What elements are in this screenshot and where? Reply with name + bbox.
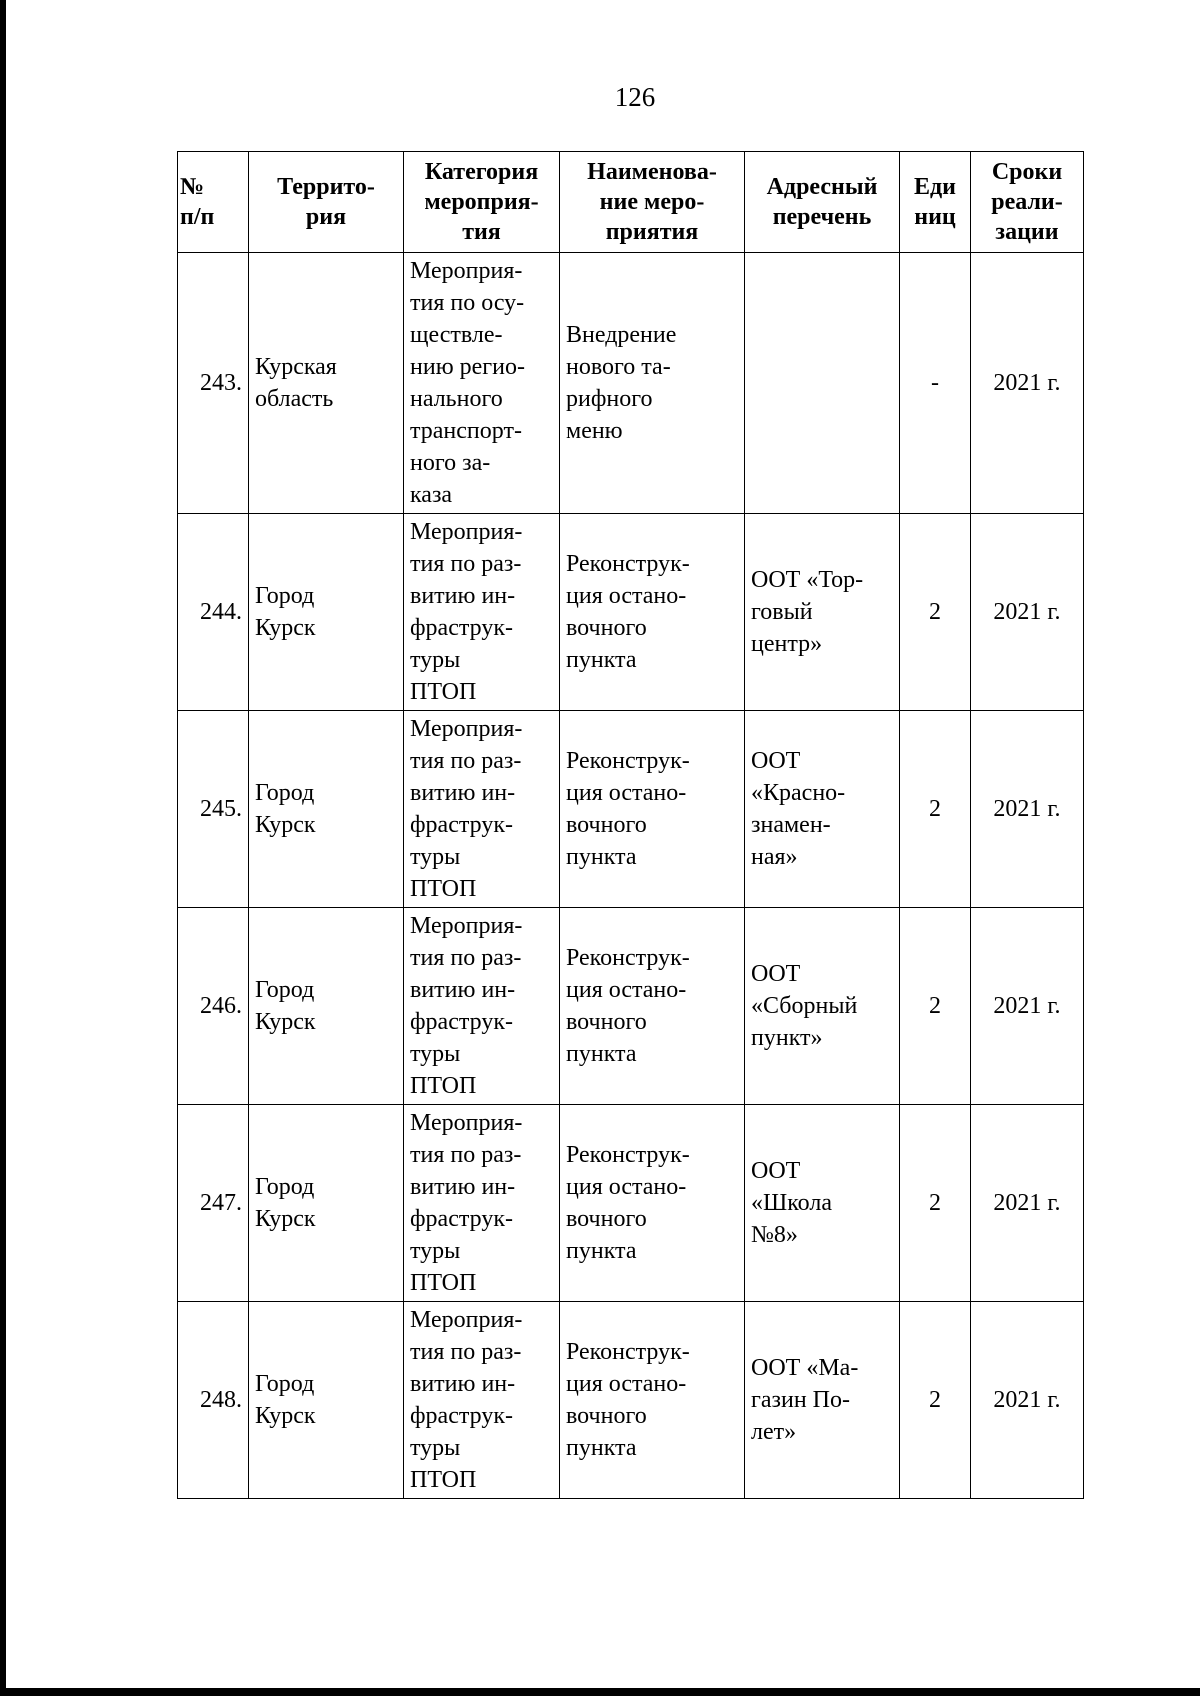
cell-territory: Город Курск: [249, 1105, 404, 1302]
cell-territory: Город Курск: [249, 711, 404, 908]
header-terms: Сроки реали- зации: [971, 152, 1084, 253]
cell-units: 2: [900, 1105, 971, 1302]
header-units: Еди ниц: [900, 152, 971, 253]
header-address: Адресный перечень: [745, 152, 900, 253]
cell-terms: 2021 г.: [971, 908, 1084, 1105]
events-table: [177, 151, 1084, 1499]
cell-category: Мероприя- тия по раз- витию ин- фраструк- туры ПТОП: [404, 514, 560, 711]
cell-units: 2: [900, 514, 971, 711]
cell-category: Мероприя- тия по раз- витию ин- фраструк- туры ПТОП: [404, 908, 560, 1105]
cell-category: Мероприя- тия по раз- витию ин- фраструк- туры ПТОП: [404, 1105, 560, 1302]
cell-address: ООТ «Школа №8»: [745, 1105, 900, 1302]
cell-units: 2: [900, 1302, 971, 1499]
cell-address: ООТ «Красно- знамен- ная»: [745, 711, 900, 908]
table-row: [178, 253, 1084, 514]
page-number: 126: [614, 82, 656, 112]
table-row: [178, 711, 1084, 908]
cell-event-name: Реконструк- ция остано- вочного пункта: [560, 514, 745, 711]
cell-address: ООТ «Сборный пункт»: [745, 908, 900, 1105]
header-num: № п/п: [178, 152, 249, 253]
cell-territory: Город Курск: [249, 1302, 404, 1499]
cell-event-name: Реконструк- ция остано- вочного пункта: [560, 711, 745, 908]
cell-event-name: Реконструк- ция остано- вочного пункта: [560, 1105, 745, 1302]
cell-num: 246.: [178, 908, 249, 1105]
cell-address: ООТ «Тор- говый центр»: [745, 514, 900, 711]
cell-category: Мероприя- тия по осу- ществле- нию регио- нального транспорт- ного за- каза: [404, 253, 560, 514]
cell-category: Мероприя- тия по раз- витию ин- фраструк- туры ПТОП: [404, 1302, 560, 1499]
cell-category: Мероприя- тия по раз- витию ин- фраструк- туры ПТОП: [404, 711, 560, 908]
cell-event-name: Реконструк- ция остано- вочного пункта: [560, 908, 745, 1105]
cell-terms: 2021 г.: [971, 1302, 1084, 1499]
cell-event-name: Внедрение нового та- рифного меню: [560, 253, 745, 514]
header-category: Категория мероприя- тия: [404, 152, 560, 253]
cell-num: 248.: [178, 1302, 249, 1499]
scan-border-left: [0, 0, 6, 1696]
scan-border-bottom: [0, 1688, 1200, 1696]
table-header-row: [178, 152, 1084, 253]
cell-address: [745, 253, 900, 514]
cell-num: 243.: [178, 253, 249, 514]
header-territory: Террито- рия: [249, 152, 404, 253]
cell-terms: 2021 г.: [971, 711, 1084, 908]
header-name: Наименова- ние меро- приятия: [560, 152, 745, 253]
table-row: [178, 908, 1084, 1105]
cell-territory: Курская область: [249, 253, 404, 514]
cell-terms: 2021 г.: [971, 1105, 1084, 1302]
cell-terms: 2021 г.: [971, 253, 1084, 514]
table-row: [178, 514, 1084, 711]
table-row: [178, 1302, 1084, 1499]
cell-event-name: Реконструк- ция остано- вочного пункта: [560, 1302, 745, 1499]
cell-address: ООТ «Ма- газин По- лет»: [745, 1302, 900, 1499]
cell-num: 247.: [178, 1105, 249, 1302]
cell-territory: Город Курск: [249, 514, 404, 711]
cell-num: 244.: [178, 514, 249, 711]
cell-num: 245.: [178, 711, 249, 908]
cell-units: -: [900, 253, 971, 514]
cell-units: 2: [900, 908, 971, 1105]
cell-terms: 2021 г.: [971, 514, 1084, 711]
table-row: [178, 1105, 1084, 1302]
cell-territory: Город Курск: [249, 908, 404, 1105]
cell-units: 2: [900, 711, 971, 908]
